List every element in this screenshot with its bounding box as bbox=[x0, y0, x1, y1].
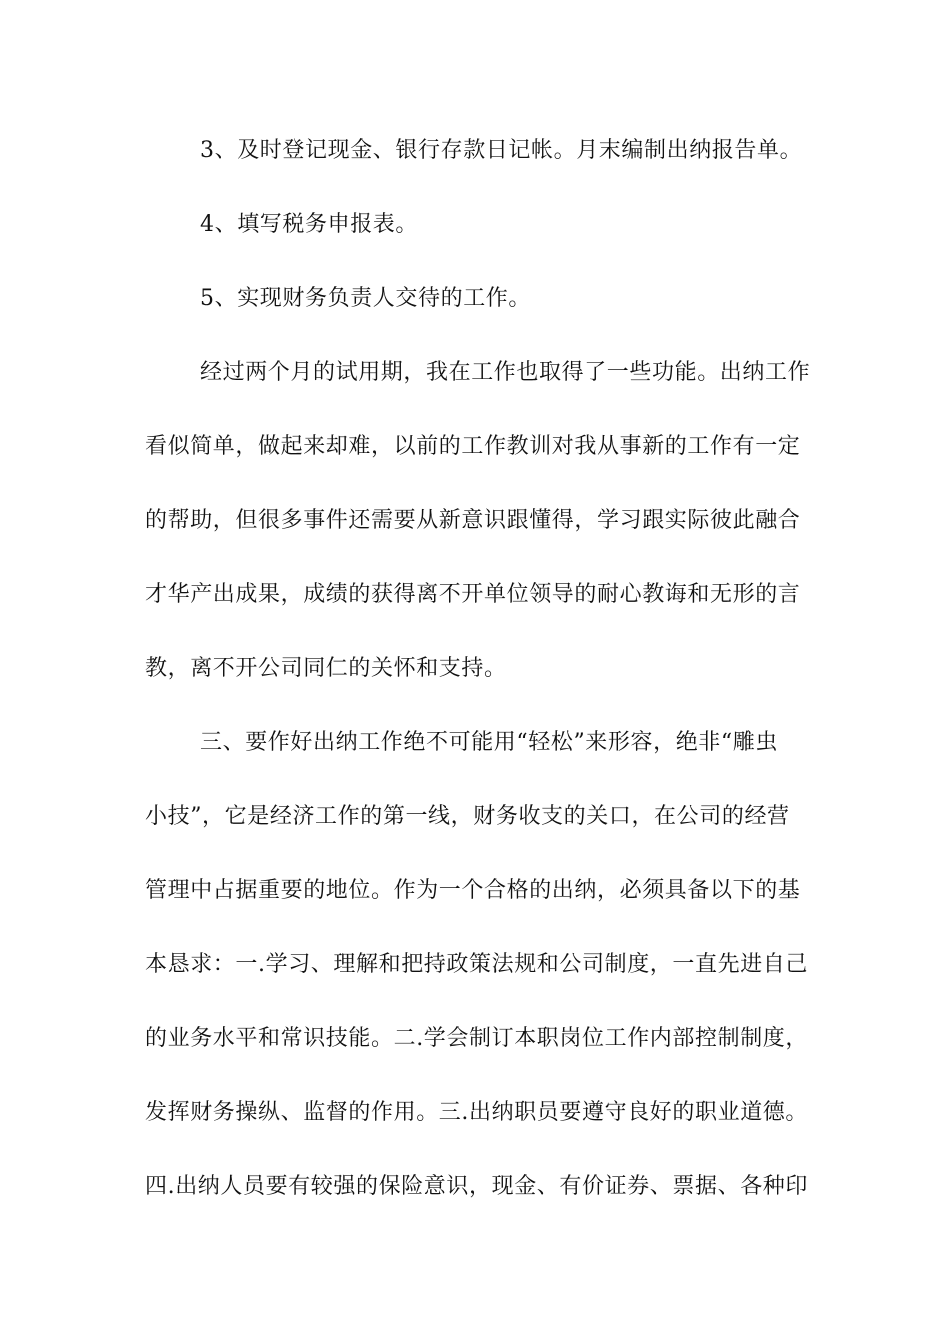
paragraph-line: 的帮助，但很多事件还需要从新意识跟懂得，学习跟实际彼此融合 bbox=[145, 508, 801, 533]
paragraph-line: 小技”，它是经济工作的第一线，财务收支的关口，在公司的经营 bbox=[145, 804, 790, 829]
paragraph-line: 管理中占据重要的地位。作为一个合格的出纳，必须具备以下的基 bbox=[145, 878, 801, 903]
paragraph-line: 本恳求：一.学习、理解和把持政策法规和公司制度，一直先进自己 bbox=[145, 952, 808, 977]
paragraph-line: 经过两个月的试用期，我在工作也取得了一些功能。出纳工作 bbox=[200, 360, 811, 385]
list-item-5: 5、实现财务负责人交待的工作。 bbox=[200, 286, 531, 311]
paragraph-line: 发挥财务操纵、监督的作用。三.出纳职员要遵守良好的职业道德。 bbox=[145, 1100, 808, 1125]
paragraph-line: 的业务水平和常识技能。二.学会制订本职岗位工作内部控制制度， bbox=[145, 1026, 808, 1051]
section-heading-line: 三、要作好出纳工作绝不可能用“轻松”来形容，绝非“雕虫 bbox=[200, 730, 778, 755]
paragraph-line: 才华产出成果，成绩的获得离不开单位领导的耐心教诲和无形的言 bbox=[145, 582, 801, 607]
paragraph-line: 四.出纳人员要有较强的保险意识，现金、有价证券、票据、各种印 bbox=[145, 1174, 808, 1199]
paragraph-line: 教，离不开公司同仁的关怀和支持。 bbox=[145, 656, 507, 681]
list-item-4: 4、填写税务申报表。 bbox=[200, 212, 418, 237]
list-item-3: 3、及时登记现金、银行存款日记帐。月末编制出纳报告单。 bbox=[200, 138, 803, 163]
paragraph-line: 看似简单，做起来却难，以前的工作教训对我从事新的工作有一定 bbox=[145, 434, 801, 459]
